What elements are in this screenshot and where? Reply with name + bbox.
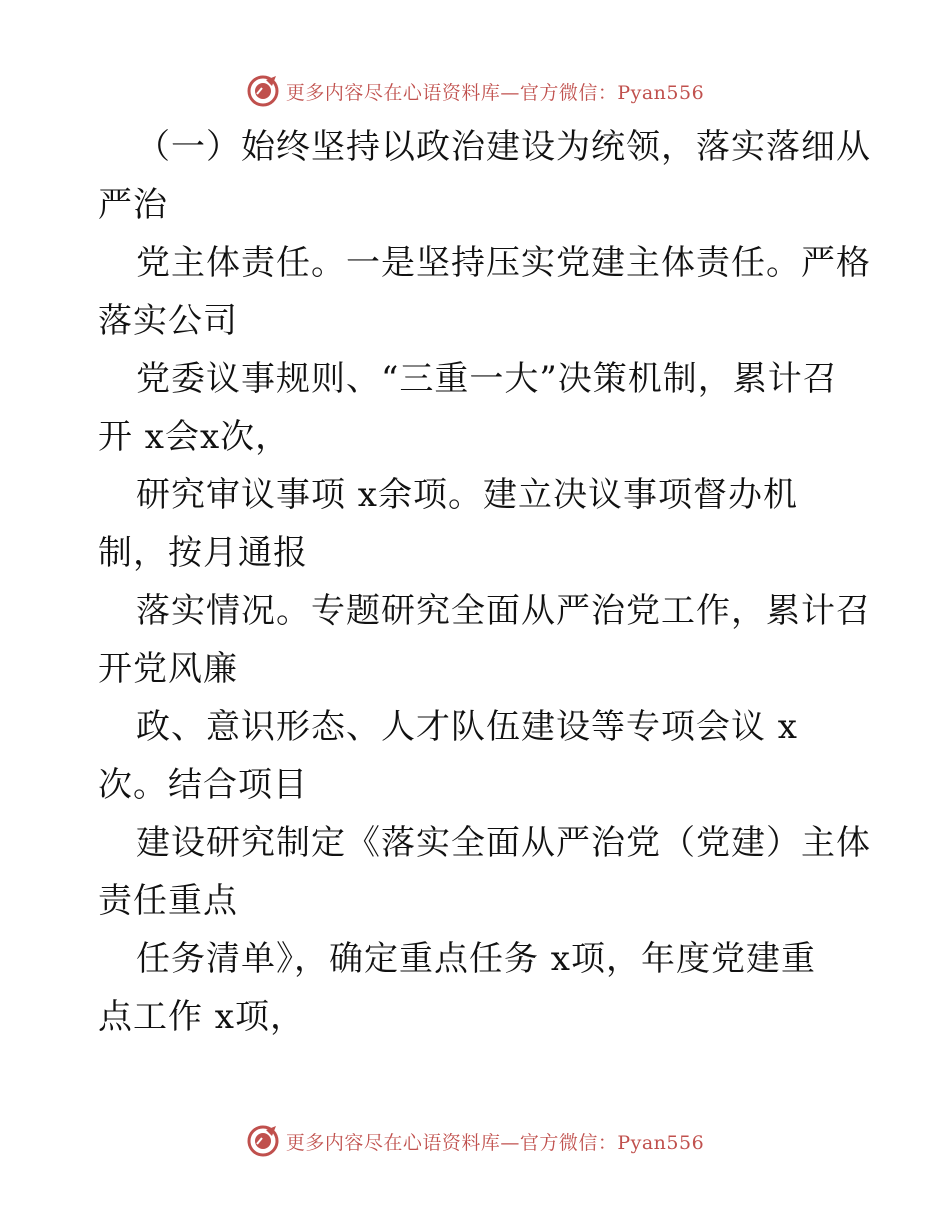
watermark-text: 更多内容尽在心语资料库—官方微信：Pyan556 (285, 81, 705, 104)
paragraph-line: 建设研究制定《落实全面从严治党（党建）主体 (136, 823, 871, 863)
pen-seal-icon (246, 74, 280, 108)
paragraph-line: 党委议事规则、“三重一大”决策机制，累计召 (136, 359, 838, 399)
pen-seal-icon (246, 1124, 280, 1158)
watermark-text: 更多内容尽在心语资料库—官方微信：Pyan556 (285, 1131, 705, 1154)
paragraph-line: 责任重点 (98, 881, 238, 921)
header-watermark (0, 74, 950, 108)
paragraph-line: 次。结合项目 (98, 765, 308, 805)
paragraph-line: 开 x会x次， (98, 417, 291, 457)
paragraph-line: 研究审议事项 x余项。建立决议事项督办机 (136, 475, 798, 515)
paragraph-line: 任务清单》，确定重点任务 x项，年度党建重 (136, 939, 816, 979)
paragraph-line: 制，按月通报 (98, 533, 308, 573)
paragraph-line: 落实公司 (98, 301, 238, 341)
paragraph-line: 点工作 x项， (98, 997, 305, 1037)
paragraph-line: 落实情况。专题研究全面从严治党工作，累计召 (136, 591, 871, 631)
document-body (98, 118, 871, 1046)
paragraph-line: 政、意识形态、人才队伍建设等专项会议 x (136, 707, 798, 747)
footer-watermark (0, 1124, 950, 1158)
paragraph-line: 开党风廉 (98, 649, 238, 689)
paragraph-line: （一）始终坚持以政治建设为统领，落实落细从 (136, 127, 871, 167)
paragraph-line: 党主体责任。一是坚持压实党建主体责任。严格 (136, 243, 871, 283)
paragraph-line: 严治 (98, 185, 168, 225)
